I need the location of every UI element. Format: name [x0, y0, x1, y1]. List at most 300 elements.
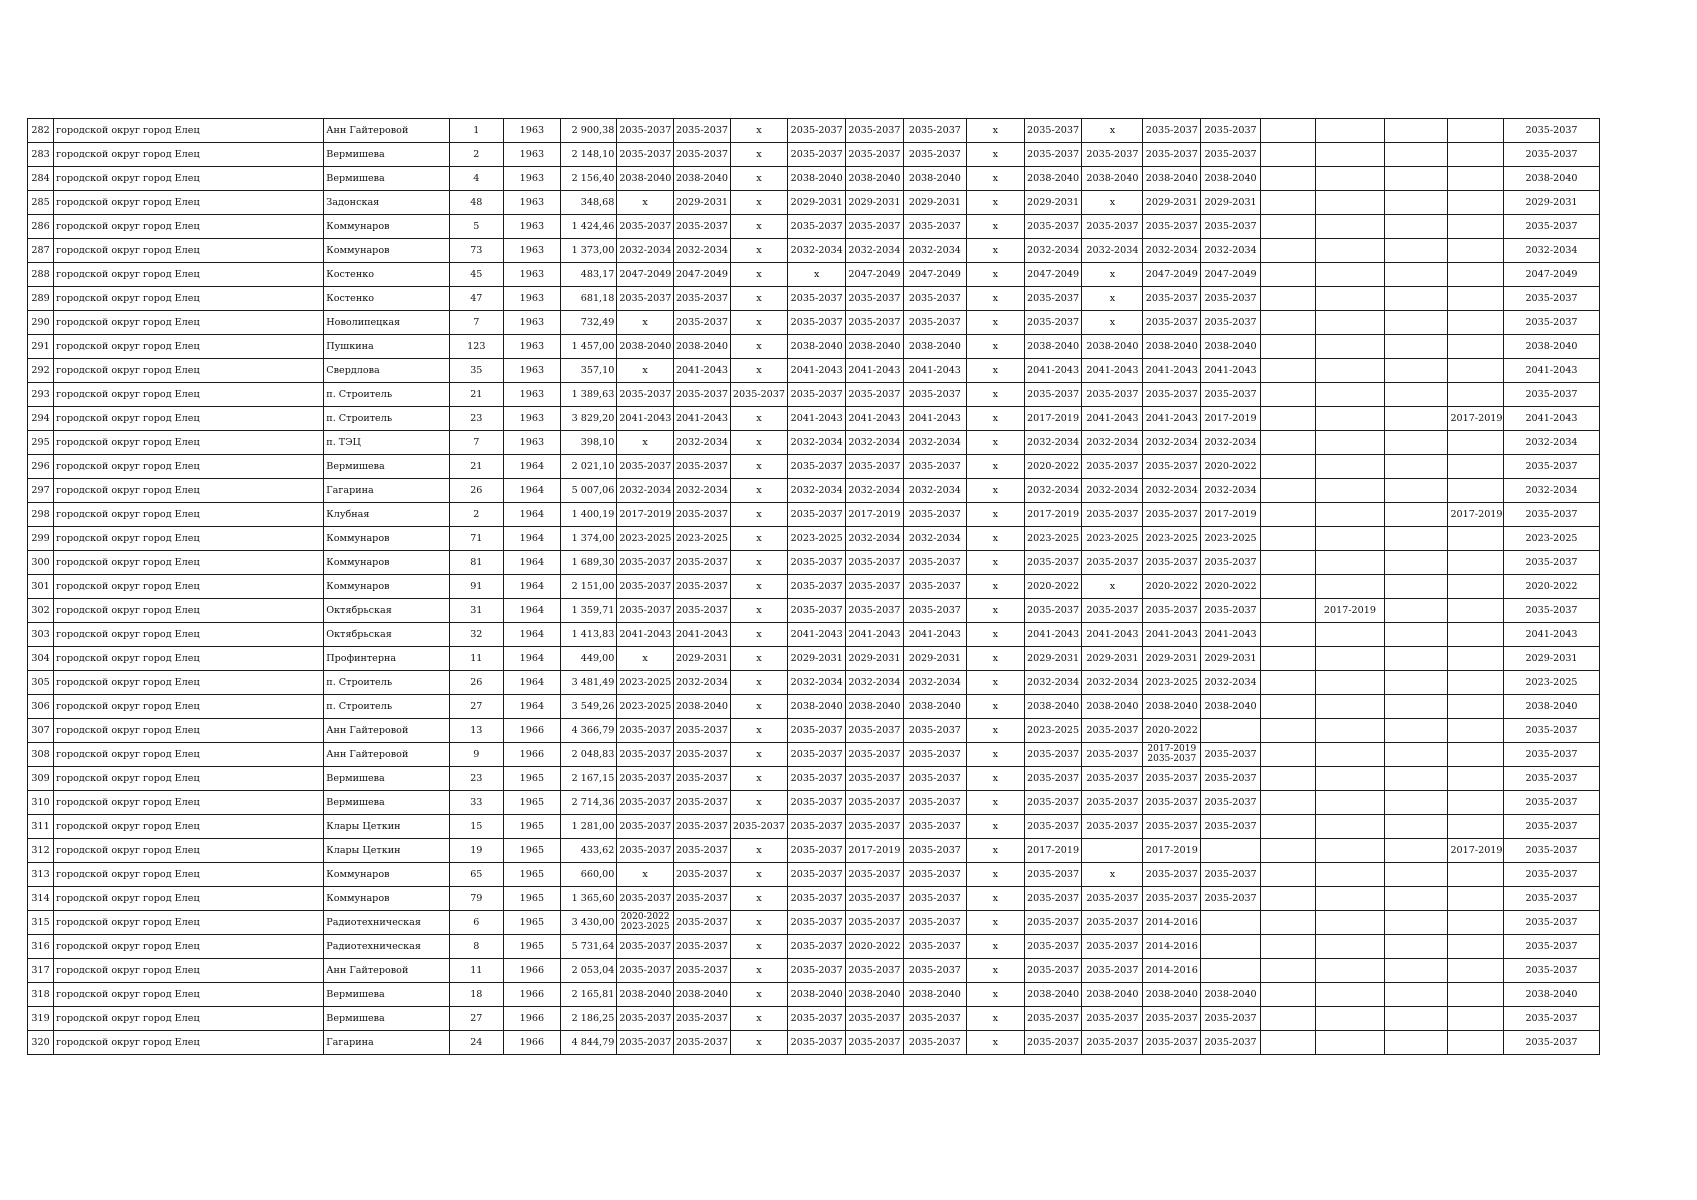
cell-period-9: 2035-2037	[1082, 455, 1143, 479]
cell-period-4: 2035-2037	[788, 455, 846, 479]
cell-period-2: 2038-2040	[673, 983, 730, 1007]
cell-period-9: x	[1082, 575, 1143, 599]
cell-municipality: городской округ город Елец	[54, 383, 324, 407]
cell-period-12	[1261, 767, 1315, 791]
cell-street: Анн Гайтеровой	[324, 959, 449, 983]
cell-period-14	[1385, 503, 1448, 527]
cell-area: 2 148,10	[560, 143, 617, 167]
cell-municipality: городской округ город Елец	[54, 767, 324, 791]
cell-row-number: 295	[28, 431, 54, 455]
cell-period-12	[1261, 287, 1315, 311]
cell-period-3: x	[730, 935, 788, 959]
cell-period-4: 2035-2037	[788, 1007, 846, 1031]
cell-period-1: 2023-2025	[617, 671, 674, 695]
cell-area: 433,62	[560, 839, 617, 863]
cell-period-5: 2029-2031	[846, 647, 904, 671]
cell-period-9: 2041-2043	[1082, 623, 1143, 647]
cell-build-year: 1964	[504, 695, 561, 719]
cell-period-10: 2035-2037	[1143, 887, 1201, 911]
cell-period-15	[1448, 479, 1504, 503]
cell-period-summary: 2035-2037	[1503, 287, 1599, 311]
cell-period-summary: 2032-2034	[1503, 431, 1599, 455]
cell-period-5: 2032-2034	[846, 671, 904, 695]
cell-period-2: 2035-2037	[673, 287, 730, 311]
cell-period-12	[1261, 215, 1315, 239]
cell-municipality: городской округ город Елец	[54, 575, 324, 599]
cell-period-10: 2035-2037	[1143, 1031, 1201, 1055]
cell-period-summary: 2035-2037	[1503, 1007, 1599, 1031]
cell-period-11: 2035-2037	[1201, 119, 1261, 143]
cell-period-6: 2038-2040	[903, 983, 966, 1007]
cell-period-8: 2035-2037	[1024, 287, 1082, 311]
cell-period-4: 2029-2031	[788, 191, 846, 215]
cell-period-6: 2035-2037	[903, 719, 966, 743]
cell-period-11: 2035-2037	[1201, 311, 1261, 335]
cell-period-14	[1385, 1031, 1448, 1055]
cell-period-6: 2035-2037	[903, 815, 966, 839]
cell-house-number: 81	[449, 551, 503, 575]
cell-period-2: 2041-2043	[673, 623, 730, 647]
cell-period-15	[1448, 887, 1504, 911]
cell-area: 2 165,81	[560, 983, 617, 1007]
cell-period-5: 2017-2019	[846, 503, 904, 527]
cell-period-14	[1385, 719, 1448, 743]
table-row	[28, 263, 1600, 287]
cell-period-4: 2035-2037	[788, 743, 846, 767]
cell-period-8: 2035-2037	[1024, 383, 1082, 407]
cell-period-15	[1448, 263, 1504, 287]
cell-period-6: 2047-2049	[903, 263, 966, 287]
cell-period-13	[1315, 623, 1385, 647]
cell-period-14	[1385, 599, 1448, 623]
cell-period-3: x	[730, 239, 788, 263]
cell-street: Коммунаров	[324, 215, 449, 239]
cell-period-15	[1448, 983, 1504, 1007]
cell-period-4: 2035-2037	[788, 767, 846, 791]
cell-period-summary: 2020-2022	[1503, 575, 1599, 599]
cell-period-7: x	[966, 623, 1024, 647]
cell-period-6: 2041-2043	[903, 407, 966, 431]
cell-row-number: 305	[28, 671, 54, 695]
cell-house-number: 7	[449, 431, 503, 455]
cell-period-4: 2032-2034	[788, 239, 846, 263]
cell-period-8: 2035-2037	[1024, 959, 1082, 983]
cell-period-10: 2020-2022	[1143, 575, 1201, 599]
cell-period-4: 2038-2040	[788, 983, 846, 1007]
cell-period-12	[1261, 839, 1315, 863]
cell-period-5: 2035-2037	[846, 767, 904, 791]
cell-period-14	[1385, 551, 1448, 575]
cell-period-9: x	[1082, 863, 1143, 887]
cell-period-4: 2038-2040	[788, 335, 846, 359]
cell-period-6: 2032-2034	[903, 431, 966, 455]
cell-period-5: 2047-2049	[846, 263, 904, 287]
cell-period-6: 2035-2037	[903, 767, 966, 791]
cell-municipality: городской округ город Елец	[54, 887, 324, 911]
cell-period-10: 2038-2040	[1143, 695, 1201, 719]
cell-house-number: 32	[449, 623, 503, 647]
cell-municipality: городской округ город Елец	[54, 527, 324, 551]
cell-period-7: x	[966, 839, 1024, 863]
cell-build-year: 1964	[504, 455, 561, 479]
cell-period-7: x	[966, 815, 1024, 839]
cell-street: п. ТЭЦ	[324, 431, 449, 455]
cell-period-11: 2035-2037	[1201, 863, 1261, 887]
cell-period-6: 2035-2037	[903, 911, 966, 935]
cell-period-2: 2035-2037	[673, 503, 730, 527]
cell-period-3: x	[730, 695, 788, 719]
cell-period-13	[1315, 479, 1385, 503]
cell-period-1: 2035-2037	[617, 791, 674, 815]
cell-period-14	[1385, 935, 1448, 959]
cell-row-number: 296	[28, 455, 54, 479]
cell-period-11: 2029-2031	[1201, 647, 1261, 671]
cell-row-number: 318	[28, 983, 54, 1007]
cell-period-10: 2017-2019	[1143, 839, 1201, 863]
cell-area: 1 400,19	[560, 503, 617, 527]
cell-period-4: 2035-2037	[788, 935, 846, 959]
cell-area: 1 457,00	[560, 335, 617, 359]
cell-build-year: 1966	[504, 959, 561, 983]
cell-period-11: 2035-2037	[1201, 143, 1261, 167]
cell-period-11: 2029-2031	[1201, 191, 1261, 215]
cell-period-summary: 2035-2037	[1503, 551, 1599, 575]
cell-period-summary: 2035-2037	[1503, 599, 1599, 623]
cell-municipality: городской округ город Елец	[54, 455, 324, 479]
cell-period-12	[1261, 263, 1315, 287]
cell-period-14	[1385, 215, 1448, 239]
cell-period-6: 2035-2037	[903, 287, 966, 311]
cell-row-number: 292	[28, 359, 54, 383]
cell-period-2: 2038-2040	[673, 695, 730, 719]
cell-period-12	[1261, 599, 1315, 623]
cell-period-14	[1385, 743, 1448, 767]
cell-period-2: 2041-2043	[673, 407, 730, 431]
cell-house-number: 7	[449, 311, 503, 335]
cell-period-4: 2032-2034	[788, 671, 846, 695]
cell-period-4: 2035-2037	[788, 215, 846, 239]
table-row	[28, 959, 1600, 983]
table-row	[28, 863, 1600, 887]
cell-period-summary: 2023-2025	[1503, 527, 1599, 551]
cell-street: Коммунаров	[324, 239, 449, 263]
cell-period-11: 2035-2037	[1201, 1007, 1261, 1031]
table-row	[28, 503, 1600, 527]
cell-street: п. Строитель	[324, 383, 449, 407]
cell-period-10: 2035-2037	[1143, 311, 1201, 335]
cell-period-13	[1315, 191, 1385, 215]
cell-period-8: 2038-2040	[1024, 695, 1082, 719]
cell-period-9: x	[1082, 287, 1143, 311]
cell-municipality: городской округ город Елец	[54, 743, 324, 767]
cell-period-11: 2017-2019	[1201, 503, 1261, 527]
table-row	[28, 119, 1600, 143]
cell-period-6: 2038-2040	[903, 695, 966, 719]
cell-period-14	[1385, 311, 1448, 335]
cell-period-12	[1261, 335, 1315, 359]
cell-period-5: 2035-2037	[846, 215, 904, 239]
cell-period-2: 2035-2037	[673, 455, 730, 479]
cell-period-9: 2035-2037	[1082, 383, 1143, 407]
cell-period-3: x	[730, 911, 788, 935]
cell-period-1: 2035-2037	[617, 599, 674, 623]
cell-period-11: 2032-2034	[1201, 431, 1261, 455]
cell-period-4: 2038-2040	[788, 167, 846, 191]
cell-period-12	[1261, 551, 1315, 575]
cell-period-14	[1385, 791, 1448, 815]
cell-period-13	[1315, 503, 1385, 527]
cell-period-13	[1315, 767, 1385, 791]
cell-house-number: 23	[449, 767, 503, 791]
cell-period-11: 2035-2037	[1201, 551, 1261, 575]
cell-period-6: 2035-2037	[903, 215, 966, 239]
cell-build-year: 1963	[504, 119, 561, 143]
cell-period-1: 2035-2037	[617, 767, 674, 791]
cell-house-number: 21	[449, 383, 503, 407]
cell-street: п. Строитель	[324, 407, 449, 431]
cell-area: 3 829,20	[560, 407, 617, 431]
cell-period-15	[1448, 1031, 1504, 1055]
cell-period-15	[1448, 215, 1504, 239]
cell-period-11: 2035-2037	[1201, 215, 1261, 239]
cell-period-5: 2032-2034	[846, 431, 904, 455]
cell-street: Радиотехническая	[324, 935, 449, 959]
cell-period-7: x	[966, 1007, 1024, 1031]
cell-house-number: 73	[449, 239, 503, 263]
cell-period-8: 2035-2037	[1024, 743, 1082, 767]
cell-period-10: 2035-2037	[1143, 383, 1201, 407]
cell-area: 2 900,38	[560, 119, 617, 143]
cell-period-9: 2035-2037	[1082, 599, 1143, 623]
cell-period-12	[1261, 167, 1315, 191]
cell-period-11: 2035-2037	[1201, 1031, 1261, 1055]
cell-period-13	[1315, 935, 1385, 959]
cell-period-5: 2035-2037	[846, 143, 904, 167]
cell-street: Свердлова	[324, 359, 449, 383]
cell-period-10: 2029-2031	[1143, 647, 1201, 671]
cell-period-11: 2020-2022	[1201, 455, 1261, 479]
cell-period-6: 2032-2034	[903, 239, 966, 263]
cell-period-5: 2035-2037	[846, 887, 904, 911]
cell-period-15	[1448, 359, 1504, 383]
cell-build-year: 1964	[504, 623, 561, 647]
cell-period-9: 2035-2037	[1082, 503, 1143, 527]
cell-period-12	[1261, 623, 1315, 647]
cell-period-6: 2029-2031	[903, 191, 966, 215]
cell-period-2: 2035-2037	[673, 815, 730, 839]
cell-row-number: 307	[28, 719, 54, 743]
cell-period-13	[1315, 551, 1385, 575]
cell-period-2: 2035-2037	[673, 863, 730, 887]
cell-period-summary: 2038-2040	[1503, 167, 1599, 191]
cell-period-14	[1385, 647, 1448, 671]
cell-municipality: городской округ город Елец	[54, 983, 324, 1007]
cell-period-9: 2032-2034	[1082, 479, 1143, 503]
cell-period-3: x	[730, 647, 788, 671]
cell-period-15	[1448, 1007, 1504, 1031]
cell-municipality: городской округ город Елец	[54, 551, 324, 575]
cell-row-number: 291	[28, 335, 54, 359]
cell-period-14	[1385, 863, 1448, 887]
cell-period-7: x	[966, 263, 1024, 287]
cell-row-number: 317	[28, 959, 54, 983]
cell-row-number: 320	[28, 1031, 54, 1055]
table-row	[28, 983, 1600, 1007]
cell-area: 1 374,00	[560, 527, 617, 551]
cell-period-8: 2035-2037	[1024, 863, 1082, 887]
cell-period-6: 2038-2040	[903, 167, 966, 191]
cell-period-12	[1261, 791, 1315, 815]
cell-period-11: 2032-2034	[1201, 479, 1261, 503]
cell-row-number: 287	[28, 239, 54, 263]
cell-period-10: 2047-2049	[1143, 263, 1201, 287]
cell-period-1: 2032-2034	[617, 239, 674, 263]
cell-house-number: 4	[449, 167, 503, 191]
cell-street: Вермишева	[324, 1007, 449, 1031]
table-row	[28, 719, 1600, 743]
cell-period-1: x	[617, 359, 674, 383]
cell-period-5: 2035-2037	[846, 575, 904, 599]
cell-period-4: 2035-2037	[788, 911, 846, 935]
cell-period-11: 2041-2043	[1201, 623, 1261, 647]
cell-row-number: 301	[28, 575, 54, 599]
cell-period-6: 2029-2031	[903, 647, 966, 671]
cell-period-12	[1261, 575, 1315, 599]
cell-house-number: 27	[449, 1007, 503, 1031]
cell-build-year: 1964	[504, 527, 561, 551]
cell-period-1: 2035-2037	[617, 959, 674, 983]
cell-period-3: x	[730, 863, 788, 887]
cell-period-14	[1385, 407, 1448, 431]
cell-period-4: 2035-2037	[788, 863, 846, 887]
cell-period-7: x	[966, 527, 1024, 551]
cell-period-8: 2035-2037	[1024, 311, 1082, 335]
cell-period-3: x	[730, 575, 788, 599]
table-row	[28, 383, 1600, 407]
cell-row-number: 284	[28, 167, 54, 191]
cell-period-13	[1315, 215, 1385, 239]
cell-period-7: x	[966, 695, 1024, 719]
cell-period-6: 2035-2037	[903, 1007, 966, 1031]
cell-house-number: 13	[449, 719, 503, 743]
cell-row-number: 315	[28, 911, 54, 935]
cell-period-14	[1385, 239, 1448, 263]
cell-municipality: городской округ город Елец	[54, 791, 324, 815]
cell-period-14	[1385, 839, 1448, 863]
cell-area: 4 844,79	[560, 1031, 617, 1055]
cell-period-6: 2032-2034	[903, 671, 966, 695]
cell-street: Вермишева	[324, 167, 449, 191]
table-row	[28, 815, 1600, 839]
cell-period-15	[1448, 167, 1504, 191]
cell-area: 732,49	[560, 311, 617, 335]
cell-period-8: 2035-2037	[1024, 935, 1082, 959]
cell-period-8: 2032-2034	[1024, 479, 1082, 503]
cell-area: 2 167,15	[560, 767, 617, 791]
cell-row-number: 300	[28, 551, 54, 575]
cell-period-13	[1315, 839, 1385, 863]
cell-period-summary: 2023-2025	[1503, 671, 1599, 695]
repair-schedule-table	[27, 118, 1600, 1055]
cell-period-summary: 2029-2031	[1503, 647, 1599, 671]
cell-period-11: 2023-2025	[1201, 527, 1261, 551]
cell-period-5: 2038-2040	[846, 167, 904, 191]
cell-period-8: 2038-2040	[1024, 983, 1082, 1007]
cell-row-number: 310	[28, 791, 54, 815]
cell-municipality: городской округ город Елец	[54, 647, 324, 671]
cell-period-7: x	[966, 983, 1024, 1007]
cell-period-15	[1448, 719, 1504, 743]
cell-period-15	[1448, 239, 1504, 263]
cell-row-number: 302	[28, 599, 54, 623]
cell-period-10: 2035-2037	[1143, 287, 1201, 311]
cell-period-13	[1315, 311, 1385, 335]
cell-period-summary: 2038-2040	[1503, 983, 1599, 1007]
cell-period-15: 2017-2019	[1448, 839, 1504, 863]
cell-period-2: 2032-2034	[673, 431, 730, 455]
cell-row-number: 290	[28, 311, 54, 335]
cell-area: 483,17	[560, 263, 617, 287]
cell-municipality: городской округ город Елец	[54, 143, 324, 167]
cell-row-number: 309	[28, 767, 54, 791]
cell-period-10: 2023-2025	[1143, 671, 1201, 695]
cell-row-number: 316	[28, 935, 54, 959]
table-row	[28, 935, 1600, 959]
cell-period-12	[1261, 1007, 1315, 1031]
cell-period-1: 2035-2037	[617, 815, 674, 839]
cell-period-3: 2035-2037	[730, 383, 788, 407]
cell-period-3: x	[730, 143, 788, 167]
cell-build-year: 1965	[504, 791, 561, 815]
cell-period-5: 2035-2037	[846, 383, 904, 407]
cell-house-number: 47	[449, 287, 503, 311]
cell-period-15	[1448, 815, 1504, 839]
cell-period-summary: 2038-2040	[1503, 695, 1599, 719]
cell-period-3: x	[730, 719, 788, 743]
cell-area: 660,00	[560, 863, 617, 887]
cell-period-summary: 2035-2037	[1503, 719, 1599, 743]
cell-period-12	[1261, 455, 1315, 479]
cell-period-7: x	[966, 215, 1024, 239]
cell-area: 1 359,71	[560, 599, 617, 623]
cell-period-6: 2035-2037	[903, 935, 966, 959]
cell-period-15	[1448, 119, 1504, 143]
cell-period-11: 2020-2022	[1201, 575, 1261, 599]
table-row	[28, 143, 1600, 167]
cell-period-5: 2035-2037	[846, 815, 904, 839]
cell-period-12	[1261, 1031, 1315, 1055]
cell-period-summary: 2032-2034	[1503, 239, 1599, 263]
cell-street: Вермишева	[324, 791, 449, 815]
cell-period-11: 2038-2040	[1201, 167, 1261, 191]
cell-period-10: 2035-2037	[1143, 599, 1201, 623]
cell-period-10: 2020-2022	[1143, 719, 1201, 743]
cell-period-9: 2038-2040	[1082, 167, 1143, 191]
cell-period-7: x	[966, 431, 1024, 455]
cell-period-1: x	[617, 647, 674, 671]
cell-period-11	[1201, 911, 1261, 935]
cell-period-2: 2035-2037	[673, 311, 730, 335]
cell-period-5: 2041-2043	[846, 623, 904, 647]
cell-period-7: x	[966, 551, 1024, 575]
cell-period-9: 2035-2037	[1082, 215, 1143, 239]
cell-period-2: 2032-2034	[673, 671, 730, 695]
cell-period-10: 2035-2037	[1143, 1007, 1201, 1031]
cell-period-14	[1385, 575, 1448, 599]
cell-period-summary: 2035-2037	[1503, 887, 1599, 911]
cell-period-6: 2035-2037	[903, 575, 966, 599]
cell-period-5: 2035-2037	[846, 599, 904, 623]
